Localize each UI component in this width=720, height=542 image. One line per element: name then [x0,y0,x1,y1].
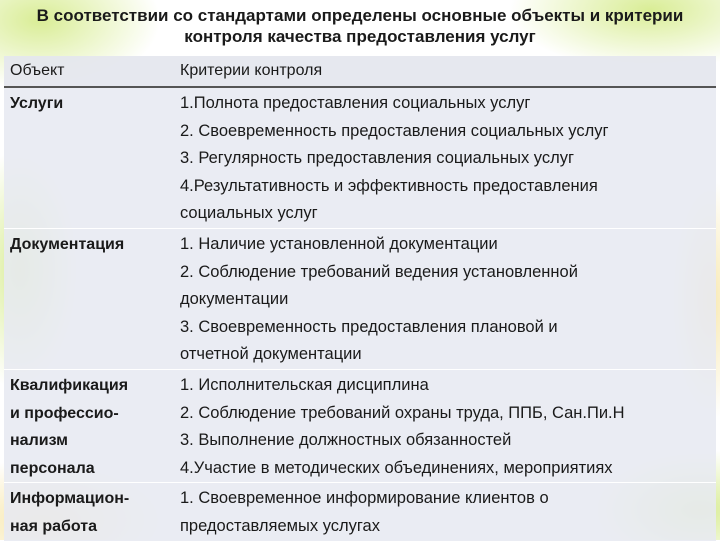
criteria-line: 3. Выполнение должностных обязанностей [180,431,512,450]
criteria-line: 4.Результативность и эффективность предоставления [180,176,598,195]
object-cell [4,229,178,369]
criteria-line: отчетной документации [180,345,362,364]
title-line-2: контроля качества предоставления услуг [184,27,536,46]
object-cell [4,370,178,482]
table-row [4,483,716,541]
criteria-line: 2. Соблюдение требований охраны труда, ППБ, Сан.Пи.Н [180,403,625,422]
table-row [4,370,716,483]
criteria-line: 2. Своевременность предоставления социальных услуг [180,121,609,140]
object-line: нализм [10,432,68,450]
criteria-line: документации [180,290,289,309]
criteria-line: 1. Своевременное информирование клиентов о [180,489,549,508]
criteria-cell [178,229,716,369]
object-line: Услуги [10,95,64,112]
object-line: Документация [10,235,125,253]
criteria-line: 1. Наличие установленной документации [180,234,498,253]
table-row [4,229,716,370]
table-header-row [4,56,716,88]
criteria-line: 4.Участие в методических объединениях, мероприятиях [180,458,613,477]
object-cell [4,88,178,228]
header-object: Объект [10,62,65,79]
object-line: Информацион- [10,490,130,508]
object-line: ная работа [10,517,98,535]
criteria-cell [178,483,716,540]
object-cell [4,483,178,540]
header-criteria: Критерии контроля [180,62,323,79]
object-line: Квалификация [10,376,129,394]
criteria-line: предоставляемых услугах [180,516,380,535]
criteria-cell [178,88,716,228]
object-line: и профессио- [10,404,119,422]
page-title [0,5,720,47]
criteria-line: социальных услуг [180,204,318,223]
criteria-line: 2. Соблюдение требований ведения установленной [180,262,578,281]
criteria-line: 1.Полнота предоставления социальных услуг [180,94,531,112]
criteria-table [4,56,716,542]
criteria-line: 3. Своевременность предоставления плановой и [180,317,558,336]
criteria-line: 1. Исполнительская дисциплина [180,375,429,394]
title-line-1: В соответствии со стандартами определены основные объекты и критерии [36,6,684,25]
table-row [4,88,716,229]
object-line: персонала [10,459,95,477]
criteria-line: 3. Регулярность предоставления социальных услуг [180,149,574,168]
criteria-cell [178,370,716,482]
